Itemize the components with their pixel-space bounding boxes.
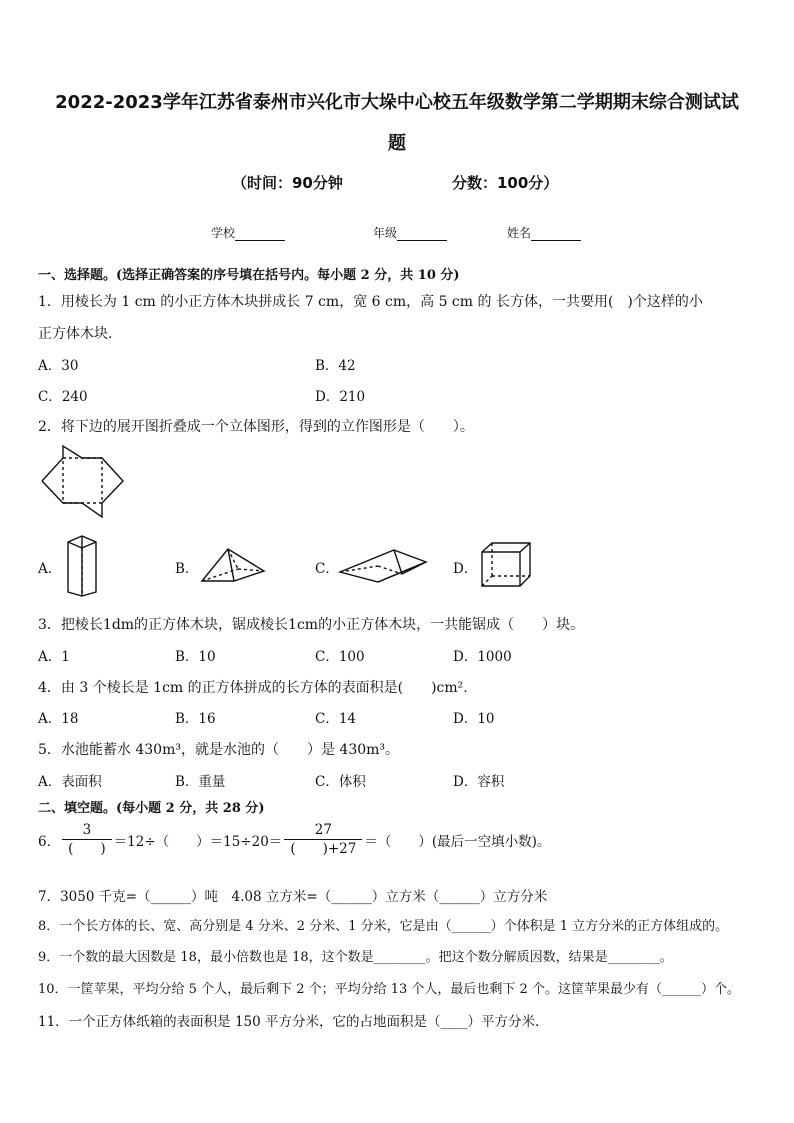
q6-tail-text: ＝（ ）(最后一空填小数)。	[364, 834, 551, 850]
q4-option-b[interactable]: B．16	[175, 711, 216, 727]
question-11: 11．一个正方体纸箱的表面积是 150 平方分米，它的占地面积是（____）平方分米.	[38, 1014, 540, 1030]
tall-prism-icon[interactable]	[62, 534, 102, 596]
q6-frac2-numerator: 27	[314, 822, 332, 838]
q4-option-d[interactable]: D．10	[453, 711, 495, 727]
q3-option-c[interactable]: C．100	[315, 649, 365, 665]
q2-option-a[interactable]: A．	[38, 561, 62, 577]
pyramid-icon[interactable]	[198, 545, 268, 585]
grade-field	[373, 224, 447, 241]
question-8: 8．一个长方体的长、宽、高分别是 4 分米、2 分米、1 分米，它是由（______）个体积是 1 立方分米的正方体组成的。	[38, 919, 729, 934]
question-1-line1: 1．用棱长为 1 cm 的小正方体木块拼成长 7 cm，宽 6 cm，高 5 cm 的 长方体，一共要用( )个这样的小	[38, 294, 703, 310]
q5-option-a[interactable]: A．表面积	[38, 774, 102, 790]
q3-option-a[interactable]: A．1	[38, 649, 70, 665]
name-field	[507, 224, 581, 241]
school-label: 学校	[211, 226, 236, 240]
q1-option-b[interactable]: B．42	[315, 358, 356, 374]
name-label: 姓名	[507, 226, 532, 240]
cube-icon[interactable]	[478, 540, 532, 588]
q6-number: 6．	[38, 834, 61, 850]
q5-option-d[interactable]: D．容积	[453, 774, 505, 790]
grade-blank[interactable]	[397, 226, 447, 241]
exam-time: （时间：90分钟	[232, 174, 343, 192]
q6-fraction-1	[62, 822, 112, 858]
q2-option-c[interactable]: C．	[315, 561, 339, 577]
q6-middle-text: ＝12÷（ ）＝15÷20＝	[113, 834, 283, 850]
question-2: 2．将下边的展开图折叠成一个立体图形，得到的立作图形是（ ）。	[38, 419, 474, 435]
q6-fraction-2	[284, 822, 362, 858]
q5-option-b[interactable]: B．重量	[175, 774, 226, 790]
q1-option-c[interactable]: C．240	[38, 389, 88, 405]
q4-option-c[interactable]: C．14	[315, 711, 357, 727]
question-7: 7．3050 千克=（______）吨 4.08 立方米=（______）立方米（______）立方分米	[38, 889, 548, 905]
name-blank[interactable]	[531, 226, 581, 241]
q3-option-d[interactable]: D．1000	[453, 649, 512, 665]
question-3: 3．把棱长1dm的正方体木块，锯成棱长1cm的小正方体木块，一共能锯成（ ）块。	[38, 617, 585, 633]
q4-option-a[interactable]: A．18	[38, 711, 79, 727]
question-6	[38, 822, 550, 858]
question-9: 9．一个数的最大因数是 18，最小倍数也是 18，这个数是________。把这个数分解质因数，结果是________。	[38, 950, 673, 965]
q6-frac2-denominator[interactable]: ( )+27	[284, 839, 362, 858]
q3-option-b[interactable]: B．10	[175, 649, 216, 665]
q6-frac1-numerator: 3	[82, 822, 92, 838]
question-1-line2: 正方体木块.	[38, 326, 113, 342]
section-heading-fill: 二、填空题。(每小题 2 分，共 28 分)	[38, 801, 265, 816]
grade-label: 年级	[373, 226, 398, 240]
exam-title-line2: 题	[388, 133, 406, 154]
q6-frac1-denominator[interactable]: ( )	[62, 839, 112, 858]
school-blank[interactable]	[235, 226, 285, 241]
triangular-prism-icon[interactable]	[338, 544, 430, 586]
q5-option-c[interactable]: C．体积	[315, 774, 366, 790]
q2-option-d[interactable]: D．	[453, 561, 478, 577]
q1-option-d[interactable]: D．210	[315, 389, 366, 405]
question-10: 10．一筐苹果，平均分给 5 个人，最后剩下 2 个；平均分给 13 个人，最后也剩下 2 个。这筐苹果最少有（______）个。	[38, 982, 740, 997]
question-4: 4．由 3 个棱长是 1cm 的正方体拼成的长方体的表面积是( )cm².	[38, 680, 468, 696]
exam-title-line1: 2022-2023学年江苏省泰州市兴化市大垛中心校五年级数学第二学期期末综合测试试	[55, 92, 739, 113]
section-heading-choice: 一、选择题。(选择正确答案的序号填在括号内。每小题 2 分，共 10 分)	[38, 268, 460, 283]
school-field	[211, 224, 285, 241]
q1-option-a[interactable]: A．30	[38, 358, 79, 374]
net-figure	[40, 445, 125, 520]
exam-score: 分数：100分）	[452, 174, 559, 192]
question-5: 5．水池能蓄水 430m³，就是水池的（ ）是 430m³。	[38, 742, 400, 758]
q2-option-b[interactable]: B．	[175, 561, 199, 577]
